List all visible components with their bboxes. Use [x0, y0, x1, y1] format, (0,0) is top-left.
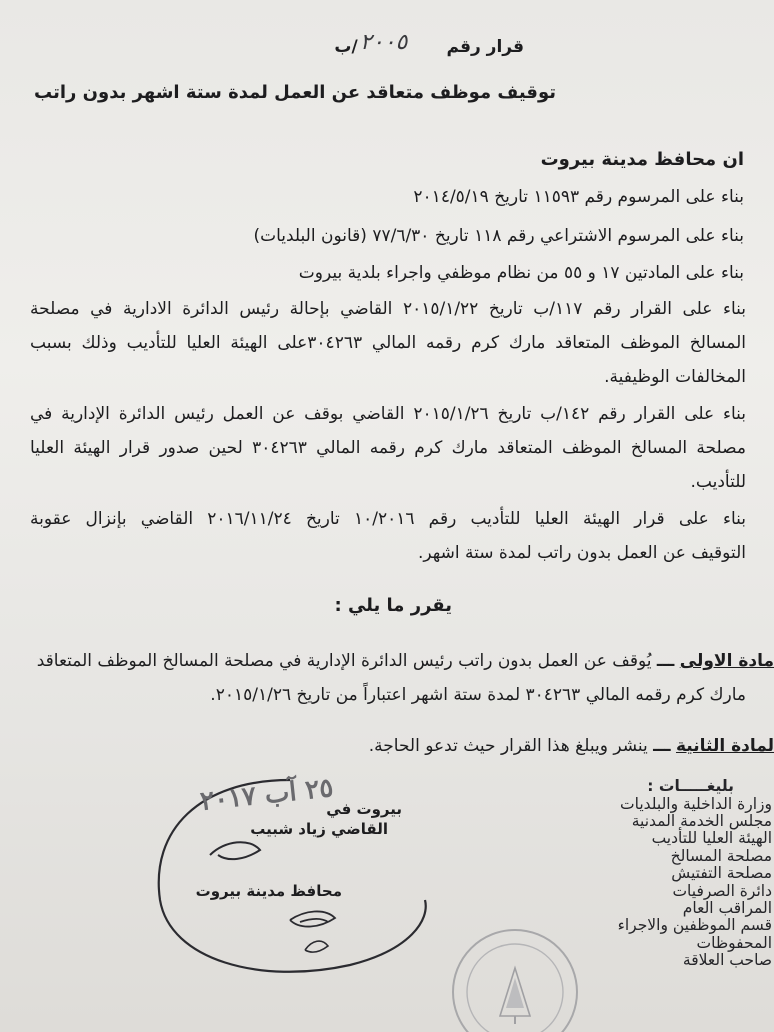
distribution-item: الهيئة العليا للتأديب [651, 829, 772, 847]
decision-label: قرار رقم [446, 37, 524, 57]
basis-line-3: بناء على المادتين ١٧ و ٥٥ من نظام موظفي واجراء بلدية بيروت [298, 263, 744, 283]
article1-dash: ـــ [656, 651, 675, 671]
signature-judge: القاضي زياد شبيب [250, 820, 388, 838]
official-seal [430, 912, 580, 1032]
article1-line-1 [10, 650, 774, 672]
decision-number-handwritten: ٢٠٠٥ [360, 30, 408, 55]
para2-line-1: بناء على القرار رقم ١٤٢/ب تاريخ ٢٠١٥/١/٢٦ القاضي بوقف عن العمل رئيس الدائرة الإدارية في [30, 404, 746, 424]
distribution-item: المحفوظات [696, 934, 772, 952]
article2-label: لمادة الثانية [675, 736, 774, 756]
article1-text-1: يُوقف عن العمل بدون راتب رئيس الدائرة الإدارية في مصلحة المسالخ الموظف المتعاقد [36, 651, 652, 671]
distribution-item: دائرة الصرفيات [672, 882, 772, 900]
basis-line-2: بناء على المرسوم الاشتراعي رقم ١١٨ تاريخ ٧٧/٦/٣٠ (قانون البلديات) [253, 226, 744, 246]
para3-line-1: بناء على قرار الهيئة العليا للتأديب رقم ١٠/٢٠١٦ تاريخ ٢٠١٦/١١/٢٤ القاضي بإنزال عقوبة [30, 509, 746, 529]
decision-suffix: /ب [334, 37, 358, 57]
distribution-item: صاحب العلاقة [682, 951, 772, 969]
distribution-item: مصلحة التفتيش [671, 864, 772, 882]
distribution-item: قسم الموظفين والاجراء [617, 916, 772, 934]
handwritten-date: ٢٥ آب ٢٠١٧ [198, 773, 335, 817]
para2-line-3: للتأديب. [690, 472, 746, 492]
distribution-item: وزارة الداخلية والبلديات [620, 795, 772, 813]
intro-governor: ان محافظ مدينة بيروت [540, 149, 744, 170]
article2-text: ينشر ويبلغ هذا القرار حيث تدعو الحاجة. [368, 736, 648, 756]
para2-line-2: مصلحة المسالخ الموظف المتعاقد مارك كرم رقمه المالي ٣٠٤٢٦٣ لحين صدور قرار الهيئة العليا [30, 438, 746, 458]
signature-place: بيروت في [326, 800, 402, 818]
para3-line-2: التوقيف عن العمل بدون راتب لمدة ستة اشهر. [417, 543, 746, 563]
distribution-item: المراقب العام [682, 899, 772, 917]
signature-role: محافظ مدينة بيروت [195, 882, 342, 900]
article2-dash: ـــ [653, 736, 671, 756]
para1-line-1: بناء على القرار رقم ١١٧/ب تاريخ ٢٠١٥/١/٢٢ القاضي بإحالة رئيس الدائرة الادارية في مصلحة [30, 299, 746, 319]
document-title: توقيف موظف متعاقد عن العمل لمدة ستة اشهر بدون راتب [34, 82, 556, 103]
distribution-heading: بليغـــــات : [647, 777, 734, 795]
para1-line-3: المخالفات الوظيفية. [604, 367, 746, 387]
distribution-item: مجلس الخدمة المدنية [631, 812, 772, 830]
article2-line [369, 735, 774, 757]
basis-line-1: بناء على المرسوم رقم ١١٥٩٣ تاريخ ٢٠١٤/٥/١٩ [413, 187, 744, 207]
distribution-item: مصلحة المسالخ [670, 847, 772, 865]
para1-line-2: المسالخ الموظف المتعاقد مارك كرم رقمه المالي ٣٠٤٢٦٣على الهيئة العليا للتأديب وذلك بسبب [30, 333, 746, 353]
decides-heading: يقرر ما يلي : [334, 595, 452, 616]
article1-line-2: مارك كرم رقمه المالي ٣٠٤٢٦٣ لمدة ستة اشهر اعتباراً من تاريخ ٢٠١٥/١/٢٦. [210, 685, 746, 705]
article1-label: مادة الاولى [679, 651, 774, 671]
